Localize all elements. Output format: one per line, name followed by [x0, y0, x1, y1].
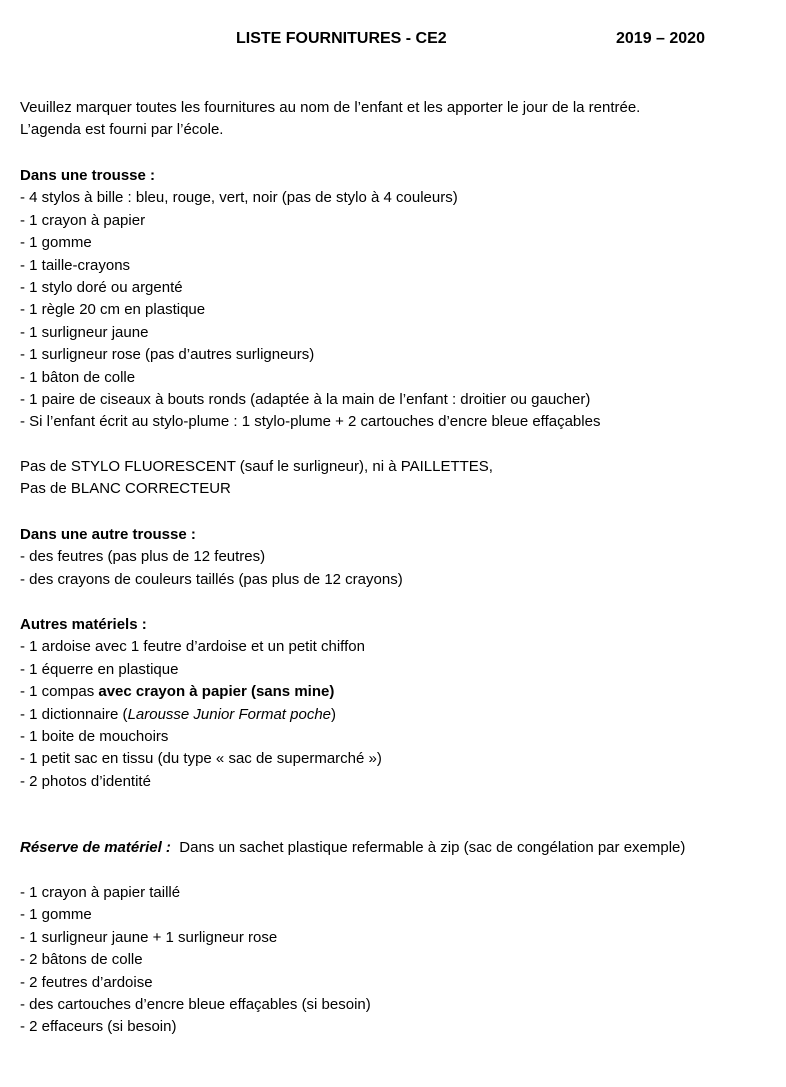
intro-line: L’agenda est fourni par l’école.	[20, 121, 224, 139]
list-item: - 1 taille-crayons	[20, 256, 131, 274]
list-item: - 4 stylos à bille : bleu, rouge, vert, noir (pas de stylo à 4 couleurs)	[20, 189, 458, 207]
list-item: - 1 équerre en plastique	[20, 660, 179, 678]
list-item: - des feutres (pas plus de 12 feutres)	[20, 548, 266, 566]
school-year: 2019 – 2020	[616, 30, 705, 47]
list-item: - 1 paire de ciseaux à bouts ronds (adaptée à la main de l’enfant : droitier ou gaucher)	[20, 390, 591, 408]
list-item: - 2 effaceurs (si besoin)	[20, 1018, 177, 1036]
list-item: - 2 bâtons de colle	[20, 951, 143, 969]
list-item	[20, 681, 780, 703]
list-item: - des crayons de couleurs taillés (pas plus de 12 crayons)	[20, 570, 403, 588]
list-item: - 1 surligneur jaune + 1 surligneur rose	[20, 928, 278, 946]
list-item: - 1 surligneur rose (pas d’autres surligneurs)	[20, 346, 315, 364]
reserve-list	[20, 882, 780, 1039]
intro-line: Veuillez marquer toutes les fournitures au nom de l’enfant et les apporter le jour de la rentrée.	[20, 99, 641, 116]
warnings-paragraph	[20, 456, 780, 501]
dico-suffix: )	[331, 705, 336, 723]
list-item: - 1 règle 20 cm en plastique	[20, 301, 206, 319]
list-item: - 1 stylo doré ou argenté	[20, 278, 183, 296]
list-item: - 1 petit sac en tissu (du type « sac de supermarché »)	[20, 750, 382, 768]
section-heading: Réserve de matériel :	[20, 839, 171, 856]
section-heading: Dans une trousse :	[20, 167, 156, 184]
list-item: - 1 bâton de colle	[20, 368, 136, 386]
warning-line: Pas de STYLO FLUORESCENT (sauf le surligneur), ni à PAILLETTES,	[20, 458, 493, 475]
compas-emphasis: avec crayon à papier (sans mine)	[98, 683, 335, 701]
section-autres-materiels	[20, 614, 780, 793]
compas-prefix: - 1 compas	[20, 683, 99, 701]
list-item: - 1 boite de mouchoirs	[20, 727, 169, 745]
list-item: - 1 gomme	[20, 906, 92, 924]
section-trousse	[20, 165, 780, 434]
dico-title: Larousse Junior Format poche	[127, 705, 331, 723]
list-item: - 1 crayon à papier taillé	[20, 884, 181, 901]
warning-line: Pas de BLANC CORRECTEUR	[20, 480, 231, 498]
section-autre-trousse	[20, 524, 780, 591]
list-item: - 1 crayon à papier	[20, 211, 146, 229]
intro-paragraph	[20, 97, 780, 142]
list-item: - Si l’enfant écrit au stylo-plume : 1 stylo-plume + 2 cartouches d’encre bleue effaçables	[20, 413, 601, 431]
list-item: - 1 gomme	[20, 234, 92, 252]
list-item	[20, 704, 780, 726]
list-item: - 2 photos d’identité	[20, 772, 151, 790]
list-item: - 2 feutres d’ardoise	[20, 973, 153, 991]
section-heading: Dans une autre trousse :	[20, 526, 196, 543]
list-item: - des cartouches d’encre bleue effaçables (si besoin)	[20, 995, 371, 1013]
reserve-heading-line	[20, 837, 780, 859]
list-item: - 1 ardoise avec 1 feutre d’ardoise et un petit chiffon	[20, 638, 365, 656]
list-item: - 1 surligneur jaune	[20, 323, 149, 341]
dico-prefix: - 1 dictionnaire (	[20, 705, 128, 723]
section-heading: Autres matériels :	[20, 616, 147, 633]
reserve-description: Dans un sachet plastique refermable à zip (sac de congélation par exemple)	[179, 839, 686, 856]
section-reserve	[20, 837, 780, 859]
document-title: LISTE FOURNITURES - CE2	[236, 30, 447, 47]
